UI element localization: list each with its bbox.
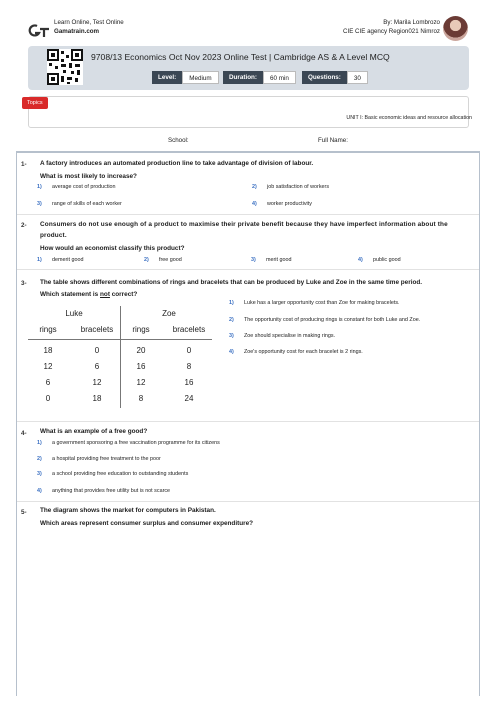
topics-badge: Topics [22, 97, 48, 109]
table-cell: 8 [138, 394, 144, 403]
questions-value: 30 [347, 71, 368, 84]
question-divider [17, 214, 479, 215]
site-tagline [54, 19, 124, 36]
table-divider [120, 306, 121, 408]
option-number: 3) [229, 333, 234, 339]
option-text: demerit good [52, 257, 84, 263]
questions-label: Questions: [302, 71, 347, 84]
option-number: 2) [252, 184, 257, 190]
option-text: Luke has a larger opportunity cost than Zoe for making bracelets. [244, 300, 400, 306]
production-table [28, 306, 218, 403]
question-number: 5- [21, 509, 27, 516]
table-cell: 0 [94, 346, 100, 355]
question-stem: Consumers do not use enough of a product to maximise their private benefit because they have imperfect information about the product. [40, 221, 448, 239]
option-number: 2) [144, 257, 149, 263]
option-text: average cost of production [52, 184, 116, 190]
option-text: merit good [266, 257, 292, 263]
table-cell: 18 [43, 346, 53, 355]
duration-value: 60 min [263, 71, 296, 84]
avatar [443, 16, 468, 41]
option-text: a government sponsoring a free vaccination programme for its citizens [52, 440, 220, 446]
site-domain[interactable]: Gamatrain.com [54, 27, 100, 35]
prompt-emphasis: not [100, 291, 110, 298]
option-text: public good [373, 257, 401, 263]
table-cell: 24 [184, 394, 194, 403]
option-number: 3) [37, 201, 42, 207]
author-block [343, 19, 440, 36]
option-text: The opportunity cost of producing rings is constant for both Luke and Zoe. [244, 317, 421, 323]
topics-panel [28, 96, 469, 128]
option-number: 3) [251, 257, 256, 263]
option-number: 4) [358, 257, 363, 263]
author-name: By: Marila Lombrozo [383, 19, 440, 26]
group-header-zoe: Zoe [162, 309, 176, 318]
question-number: 4- [21, 430, 27, 437]
column-header: rings [39, 325, 57, 334]
question-prompt [40, 289, 137, 300]
question-stem: A factory introduces an automated production line to take advantage of division of labour. [40, 160, 314, 167]
table-cell: 6 [45, 378, 51, 387]
level-chip [152, 71, 219, 84]
table-cell: 16 [184, 378, 194, 387]
option-number: 4) [37, 488, 42, 494]
table-cell: 6 [94, 362, 100, 371]
table-cell: 0 [186, 346, 192, 355]
option-number: 3) [37, 471, 42, 477]
question-number: 1- [21, 161, 27, 168]
question-prompt: Which areas represent consumer surplus and consumer expenditure? [40, 520, 254, 527]
option-number: 4) [229, 349, 234, 355]
option-text: job satisfaction of workers [267, 184, 330, 190]
question-divider [17, 269, 479, 270]
table-cell: 12 [92, 378, 102, 387]
questions-chip [302, 71, 368, 84]
table-cell: 20 [136, 346, 146, 355]
question-prompt: How would an economist classify this product? [40, 245, 185, 252]
column-header: rings [132, 325, 150, 334]
option-number: 1) [229, 300, 234, 306]
option-text: anything that provides free utility but is not scarce [52, 488, 171, 494]
table-cell: 18 [92, 394, 102, 403]
option-number: 2) [229, 317, 234, 323]
table-cell: 0 [45, 394, 51, 403]
prompt-text: Which statement is [40, 291, 101, 298]
duration-chip [223, 71, 296, 84]
question-number: 2- [21, 222, 27, 229]
gamatrain-logo-icon [28, 24, 50, 38]
option-text: range of skills of each worker [52, 201, 122, 207]
question-divider [17, 421, 479, 422]
option-text: a school providing free education to outstanding students [52, 471, 189, 477]
school-label: School: [168, 137, 189, 144]
option-text: Zoe's opportunity cost for each bracelet is 2 rings. [244, 349, 363, 355]
option-number: 1) [37, 184, 42, 190]
table-cell: 12 [136, 378, 146, 387]
prompt-text: correct? [109, 291, 138, 298]
option-text: worker productivity [267, 201, 312, 207]
level-label: Level: [152, 71, 182, 84]
question-stem: The diagram shows the market for computers in Pakistan. [40, 507, 216, 514]
site-slogan: Learn Online, Test Online [54, 19, 124, 26]
qr-code-icon [47, 49, 83, 85]
option-number: 2) [37, 456, 42, 462]
duration-label: Duration: [223, 71, 263, 84]
question-divider [17, 501, 479, 502]
option-text: Zoe should specialise in making rings. [244, 333, 336, 339]
fullname-label: Full Name: [318, 137, 348, 144]
column-header: bracelets [172, 325, 206, 334]
column-header: bracelets [80, 325, 114, 334]
level-value: Medium [182, 71, 218, 84]
page-title: 9708/13 Economics Oct Nov 2023 Online Test | Cambridge AS & A Level MCQ [91, 52, 390, 62]
question-number: 3- [21, 280, 27, 287]
group-header-luke: Luke [65, 309, 83, 318]
table-cell: 8 [186, 362, 192, 371]
table-cell: 12 [43, 362, 53, 371]
question-prompt: What is most likely to increase? [40, 173, 137, 180]
option-number: 1) [37, 257, 42, 263]
author-agency: CIE CIE agency Region021 Nimroz [343, 27, 440, 35]
question-stem: The table shows different combinations of rings and bracelets that can be produced by Luke and Zoe in the same time period. [40, 279, 423, 286]
question-stem: What is an example of a free good? [40, 428, 148, 435]
table-cell: 16 [136, 362, 146, 371]
option-text: free good [159, 257, 182, 263]
option-number: 1) [37, 440, 42, 446]
option-number: 4) [252, 201, 257, 207]
option-text: a hospital providing free treatment to the poor [52, 456, 161, 462]
unit-topic: UNIT I: Basic economic ideas and resource allocation [346, 115, 472, 121]
